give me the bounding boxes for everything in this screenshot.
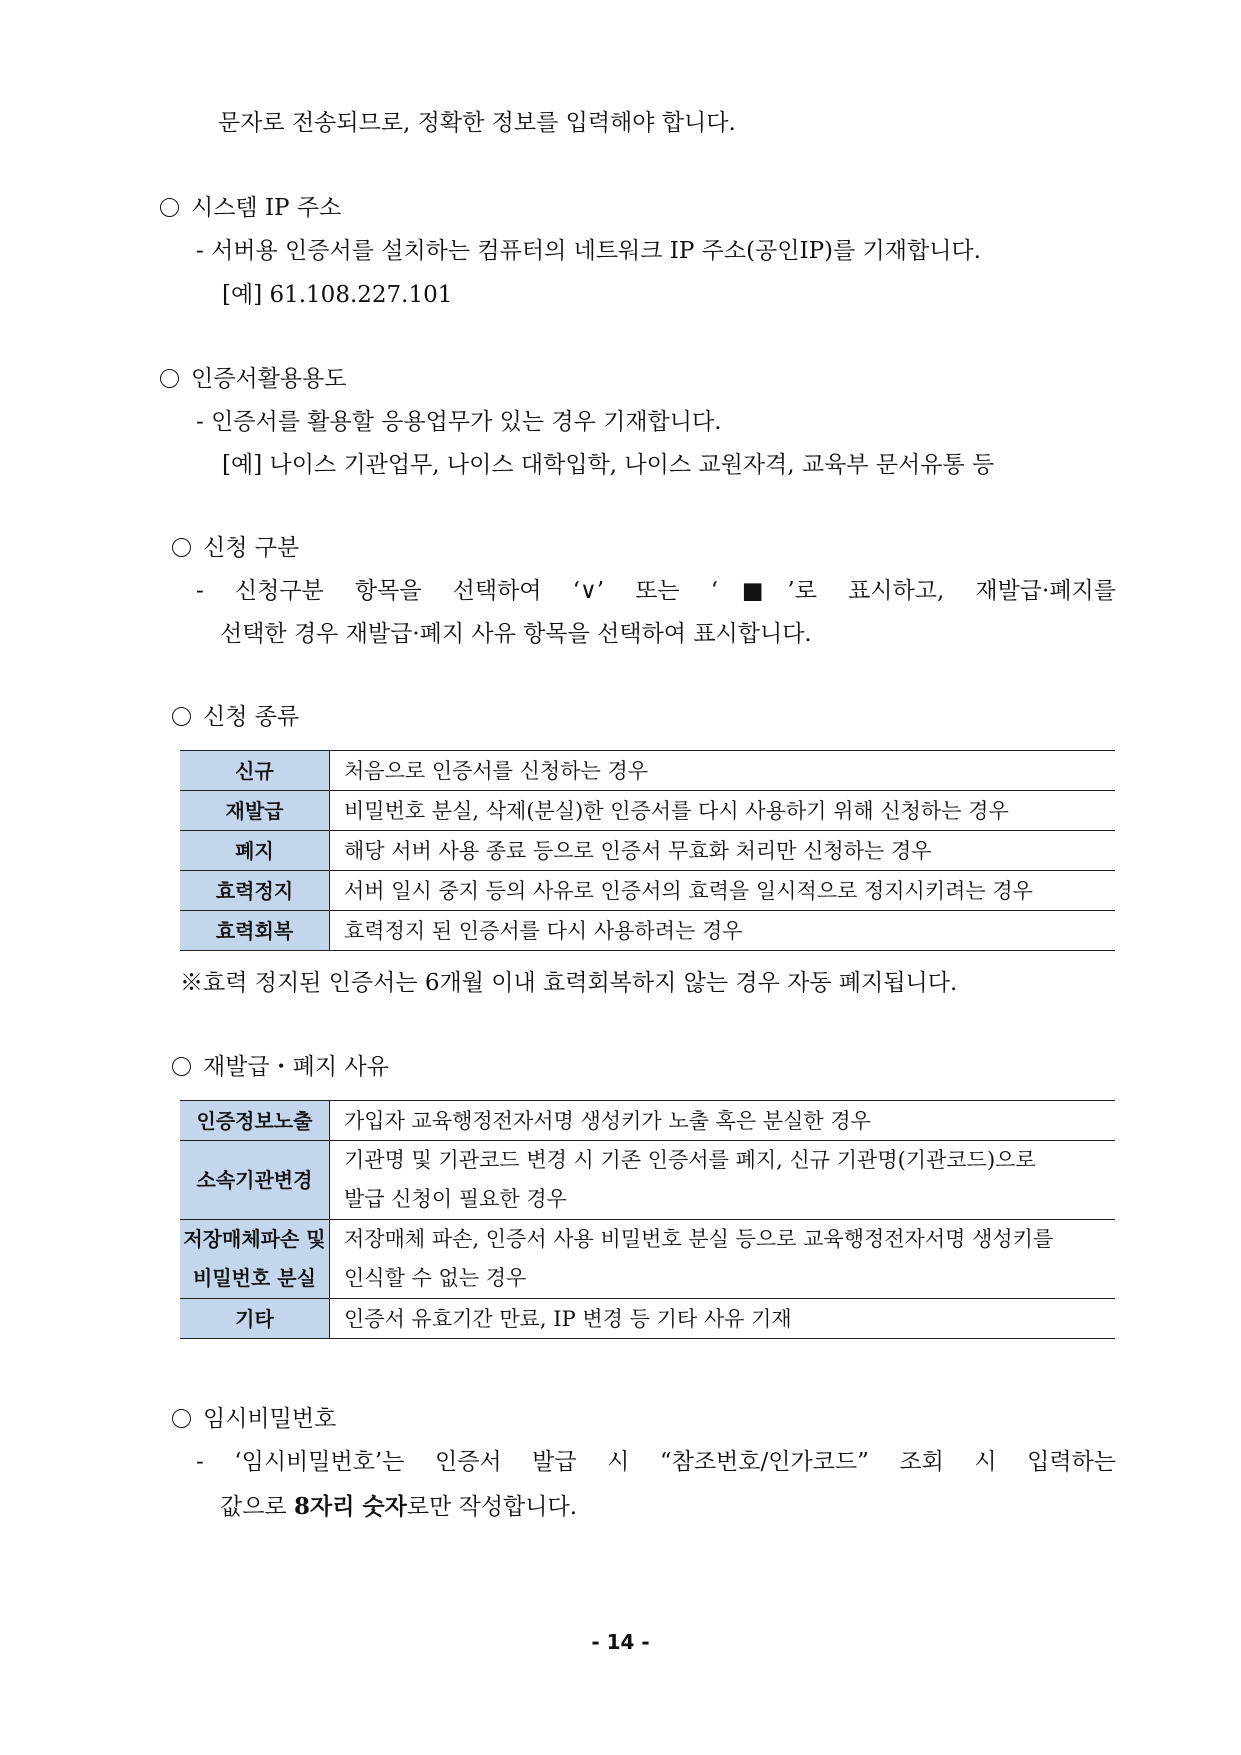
section-heading-usage: [160, 364, 347, 394]
section-heading-apply-division: [172, 533, 299, 563]
text-segment: 로만 작성합니다.: [406, 1494, 578, 1520]
table-row: [180, 831, 1115, 871]
table-key-cell: 효력정지: [180, 871, 330, 911]
table-row: [180, 911, 1115, 951]
text-segment: 값으로: [220, 1494, 294, 1520]
table-row: [180, 1141, 1115, 1220]
table-value-line: 인식할 수 없는 경우: [344, 1266, 527, 1290]
circle-bullet-icon: [172, 538, 191, 557]
table-key-line: 비밀번호 분실: [193, 1266, 316, 1290]
ip-example: [예] 61.108.227.101: [222, 282, 453, 308]
emphasis-text: 8자리 숫자: [293, 1493, 407, 1520]
table-value-cell: 비밀번호 분실, 삭제(분실)한 인증서를 다시 사용하기 위해 신청하는 경우: [330, 791, 1116, 831]
apply-type-table: [180, 750, 1115, 951]
circle-bullet-icon: [160, 198, 179, 217]
table-key-cell: 폐지: [180, 831, 330, 871]
section-heading-text: 인증서활용용도: [191, 366, 347, 392]
table-key-cell: [180, 1220, 330, 1299]
section-heading-reason: [172, 1052, 389, 1082]
section-heading-system-ip: [160, 193, 341, 223]
table-key-line: 저장매체파손 및: [183, 1227, 326, 1251]
circle-bullet-icon: [172, 1057, 191, 1076]
apply-division-description-1: - 신청구분 항목을 선택하여 ‘∨’ 또는 ‘■’로 표시하고, 재발급·폐지를: [196, 578, 1116, 604]
table-value-line: 기관명 및 기관코드 변경 시 기존 인증서를 폐지, 신규 기관명(기관코드)으로: [344, 1148, 1036, 1172]
apply-type-note: ※효력 정지된 인증서는 6개월 이내 효력회복하지 않는 경우 자동 폐지됩니다.: [180, 970, 958, 996]
intro-text: 문자로 전송되므로, 정확한 정보를 입력해야 합니다.: [218, 110, 736, 136]
table-key-cell: 신규: [180, 751, 330, 791]
table-key-cell: 기타: [180, 1299, 330, 1339]
table-value-line: 저장매체 파손, 인증서 사용 비밀번호 분실 등으로 교육행정전자서명 생성키를: [344, 1227, 1054, 1251]
usage-description: - 인증서를 활용할 응용업무가 있는 경우 기재합니다.: [196, 409, 722, 435]
table-value-cell: 처음으로 인증서를 신청하는 경우: [330, 751, 1116, 791]
circle-bullet-icon: [172, 1409, 191, 1428]
section-heading-temp-password: [172, 1404, 336, 1434]
table-row: [180, 751, 1115, 791]
section-heading-text: 시스템 IP 주소: [191, 195, 342, 221]
temp-password-description-2: [220, 1492, 577, 1522]
table-row: [180, 1220, 1115, 1299]
section-heading-text: 신청 구분: [203, 535, 300, 561]
table-row: [180, 1101, 1115, 1141]
section-heading-text: 재발급・폐지 사유: [203, 1054, 389, 1080]
table-value-cell: 해당 서버 사용 종료 등으로 인증서 무효화 처리만 신청하는 경우: [330, 831, 1116, 871]
usage-example: [예] 나이스 기관업무, 나이스 대학입학, 나이스 교원자격, 교육부 문서유통 등: [222, 452, 995, 478]
table-value-cell: 서버 일시 중지 등의 사유로 인증서의 효력을 일시적으로 정지시키려는 경우: [330, 871, 1116, 911]
table-row: [180, 1299, 1115, 1339]
table-value-cell: [330, 1141, 1116, 1220]
section-heading-text: 신청 종류: [203, 704, 300, 730]
table-key-cell: 재발급: [180, 791, 330, 831]
table-value-cell: [330, 1220, 1116, 1299]
page-number: - 14 -: [591, 1630, 650, 1654]
table-value-cell: 효력정지 된 인증서를 다시 사용하려는 경우: [330, 911, 1116, 951]
table-row: [180, 871, 1115, 911]
temp-password-description-1: - ‘임시비밀번호’는 인증서 발급 시 “참조번호/인가코드” 조회 시 입력하는: [196, 1449, 1116, 1475]
section-heading-apply-type: [172, 702, 299, 732]
table-value-line: 발급 신청이 필요한 경우: [344, 1187, 567, 1211]
section-heading-text: 임시비밀번호: [203, 1406, 337, 1432]
circle-bullet-icon: [160, 369, 179, 388]
reason-table: [180, 1100, 1115, 1339]
table-value-cell: 인증서 유효기간 만료, IP 변경 등 기타 사유 기재: [330, 1299, 1116, 1339]
ip-description: - 서버용 인증서를 설치하는 컴퓨터의 네트워크 IP 주소(공인IP)를 기재합니다.: [196, 238, 981, 264]
apply-division-description-2: 선택한 경우 재발급·폐지 사유 항목을 선택하여 표시합니다.: [220, 621, 812, 647]
table-value-cell: 가입자 교육행정전자서명 생성키가 노출 혹은 분실한 경우: [330, 1101, 1116, 1141]
table-row: [180, 791, 1115, 831]
circle-bullet-icon: [172, 707, 191, 726]
table-key-cell: 소속기관변경: [180, 1141, 330, 1220]
table-key-cell: 인증정보노출: [180, 1101, 330, 1141]
table-key-cell: 효력회복: [180, 911, 330, 951]
